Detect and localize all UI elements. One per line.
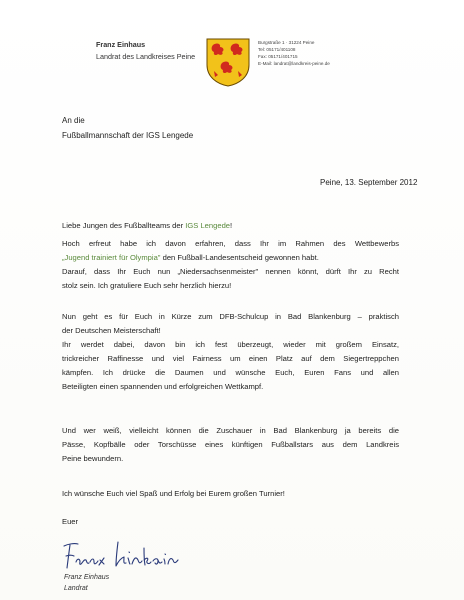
recipient-line-2: Fußballmannschaft der IGS Lengede	[62, 131, 194, 140]
salutation-before: Liebe Jungen des Fußballteams der	[62, 221, 186, 230]
p3-line-1: Und wer weiß, vielleicht können die Zuschauer in Bad Blankenburg ja bereits die	[62, 426, 399, 435]
signature-role: Landrat	[64, 585, 88, 592]
p1-line-2-highlight: „Jugend trainiert für Olympia"	[62, 253, 161, 262]
sender-title: Landrat des Landkreises Peine	[96, 52, 196, 61]
p3-line-3: Peine bewundern.	[62, 454, 124, 463]
sender-name: Franz Einhaus	[96, 40, 146, 49]
p1-line-4: stolz sein. Ich gratuliere Euch sehr herzlich hierzu!	[62, 281, 232, 290]
contact-address: Burgstraße 1 · 31224 Peine	[258, 40, 315, 45]
p2-line-2: der Deutschen Meisterschaft!	[62, 326, 161, 335]
closing-wish: Ich wünsche Euch viel Spaß und Erfolg bei Eurem großen Turnier!	[62, 489, 285, 498]
paragraph-3	[62, 424, 399, 466]
p3-line-2: Pässe, Kopfbälle oder Torschüsse eines künftigen Fußballstars aus dem Landkreis	[62, 440, 399, 449]
p2-line-1: Nun geht es für Euch in Kürze zum DFB-Schulcup in Bad Blankenburg – praktisch	[62, 312, 399, 321]
letter-date: Peine, 13. September 2012	[320, 178, 418, 187]
closing: Euer	[62, 517, 79, 526]
recipient-line-1: An die	[62, 116, 85, 125]
p1-line-2-rest: den Fußball-Landesentscheid gewonnen habt.	[160, 253, 319, 262]
signature-name: Franz Einhaus	[64, 574, 110, 581]
salutation	[62, 221, 232, 230]
salutation-after: !	[230, 221, 233, 230]
p2-line-5: kämpfen. Ich drücke die Daumen und wünsche Euch, Euren Fans und allen	[62, 368, 399, 377]
p1-line-2	[62, 251, 399, 265]
contact-block	[258, 40, 330, 68]
handwritten-signature	[58, 538, 190, 574]
salutation-highlight: IGS Lengede	[185, 221, 231, 230]
paragraph-2	[62, 310, 399, 394]
p1-line-3: Darauf, dass Ihr Euch nun „Niedersachsenmeister" nennen könnt, dürft Ihr zu Recht	[62, 267, 399, 276]
contact-email: E-Mail: landrat@landkreis-peine.de	[258, 60, 330, 66]
p1-line-1: Hoch erfreut habe ich davon erfahren, dass Ihr im Rahmen des Wettbewerbs	[62, 239, 399, 248]
coat-of-arms-icon	[205, 37, 251, 87]
contact-phone: Tel: 05171/401108	[258, 46, 296, 52]
p2-line-4: trickreicher Raffinesse und viel Fairness um einen Platz auf dem Siegertreppchen	[62, 354, 399, 363]
paragraph-1	[62, 237, 399, 293]
contact-fax: Fax: 05171/401715	[258, 53, 298, 59]
p2-line-3: Ihr werdet dabei, davon bin ich fest überzeugt, wieder mit großem Einsatz,	[62, 340, 399, 349]
p2-line-6: Beteiligten einen spannenden und erfolgreichen Wettkampf.	[62, 382, 264, 391]
